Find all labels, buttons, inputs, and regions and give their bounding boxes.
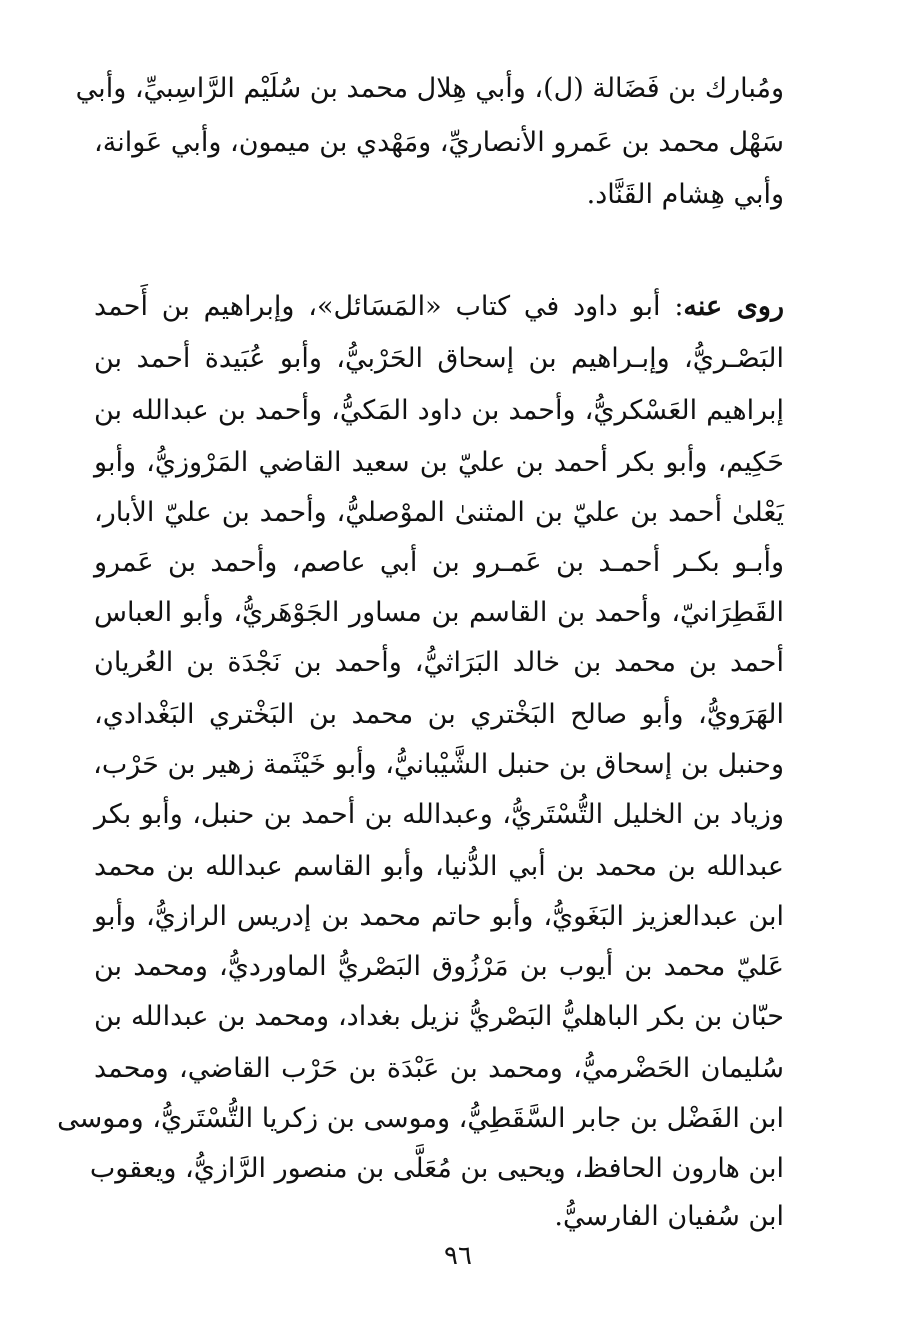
text-line: سَهْل محمد بن عَمرو الأنصاريِّ، ومَهْدي بن ميمون، وأبي عَوانة، xyxy=(94,127,784,158)
text-line: حَكِيم، وأبو بكر أحمد بن عليّ بن سعيد القاضي المَرْوزيُّ، وأبو xyxy=(94,447,784,478)
text-segment: : أبو داود في كتاب «المَسَائل»، وإبراهيم بن أَحمد xyxy=(94,291,684,322)
text-line: عَليّ محمد بن أيوب بن مَرْزُوق البَصْريُّ الماورديُّ، ومحمد بن xyxy=(94,951,784,982)
text-line: ابن سُفيان الفارسيُّ. xyxy=(554,1201,784,1232)
text-line: الهَرَويُّ، وأبو صالح البَخْتري بن محمد بن البَخْتري البَغْدادي، xyxy=(94,699,784,730)
text-line-with-heading xyxy=(94,284,784,330)
text-line: يَعْلىٰ أحمد بن عليّ بن المثنىٰ الموْصليُّ، وأحمد بن عليّ الأبار، xyxy=(94,497,784,528)
page-number: ٩٦ xyxy=(444,1241,472,1271)
text-line: سُليمان الحَضْرميُّ، ومحمد بن عَبْدَة بن حَرْب القاضي، ومحمد xyxy=(94,1053,784,1084)
text-line: وأبي هِشام القَنَّاد. xyxy=(586,179,784,210)
text-line: وحنبل بن إسحاق بن حنبل الشَّيْبانيُّ، وأبو خَيْثَمة زهير بن حَرْب، xyxy=(93,749,784,780)
text-line: عبدالله بن محمد بن أبي الدُّنيا، وأبو القاسم عبدالله بن محمد xyxy=(94,851,784,882)
text-line: ومُبارك بن فَضَالة (ل)، وأبي هِلال محمد بن سُلَيْم الرَّاسِبيِّ، وأبي xyxy=(75,73,784,104)
text-line: وأبـو بكـر أحمـد بن عَمـرو بن أبي عاصم، وأحمد بن عَمرو xyxy=(94,547,784,578)
text-line: القَطِرَانيّ، وأحمد بن القاسم بن مساور الجَوْهَريُّ، وأبو العباس xyxy=(94,597,784,628)
section-lead-label: روى عنه xyxy=(683,291,784,322)
text-line: وزياد بن الخليل التُّسْتَريُّ، وعبدالله بن أحمد بن حنبل، وأبو بكر xyxy=(94,799,784,830)
text-line: حبّان بن بكر الباهليُّ البَصْريُّ نزيل بغداد، ومحمد بن عبدالله بن xyxy=(94,1001,784,1032)
text-line: إبراهيم العَسْكريُّ، وأحمد بن داود المَكيُّ، وأحمد بن عبدالله بن xyxy=(94,395,784,426)
text-line: أحمد بن محمد بن خالد البَرَاثيُّ، وأحمد بن نَجْدَة بن العُريان xyxy=(94,647,784,678)
paragraph-gap xyxy=(94,220,784,280)
text-line: ابن عبدالعزيز البَغَويُّ، وأبو حاتم محمد بن إدريس الرازيُّ، وأبو xyxy=(94,901,784,932)
text-line: ابن هارون الحافظ، ويحيى بن مُعَلَّى بن منصور الرَّازيُّ، ويعقوب xyxy=(89,1153,784,1184)
text-line: ابن الفَضْل بن جابر السَّقَطِيُّ، وموسى بن زكريا التُّسْتَريُّ، وموسى xyxy=(57,1103,784,1134)
text-line: البَصْـريُّ، وإبـراهيم بن إسحاق الحَرْبيُّ، وأبو عُبَيدة أحمد بن xyxy=(94,343,784,374)
